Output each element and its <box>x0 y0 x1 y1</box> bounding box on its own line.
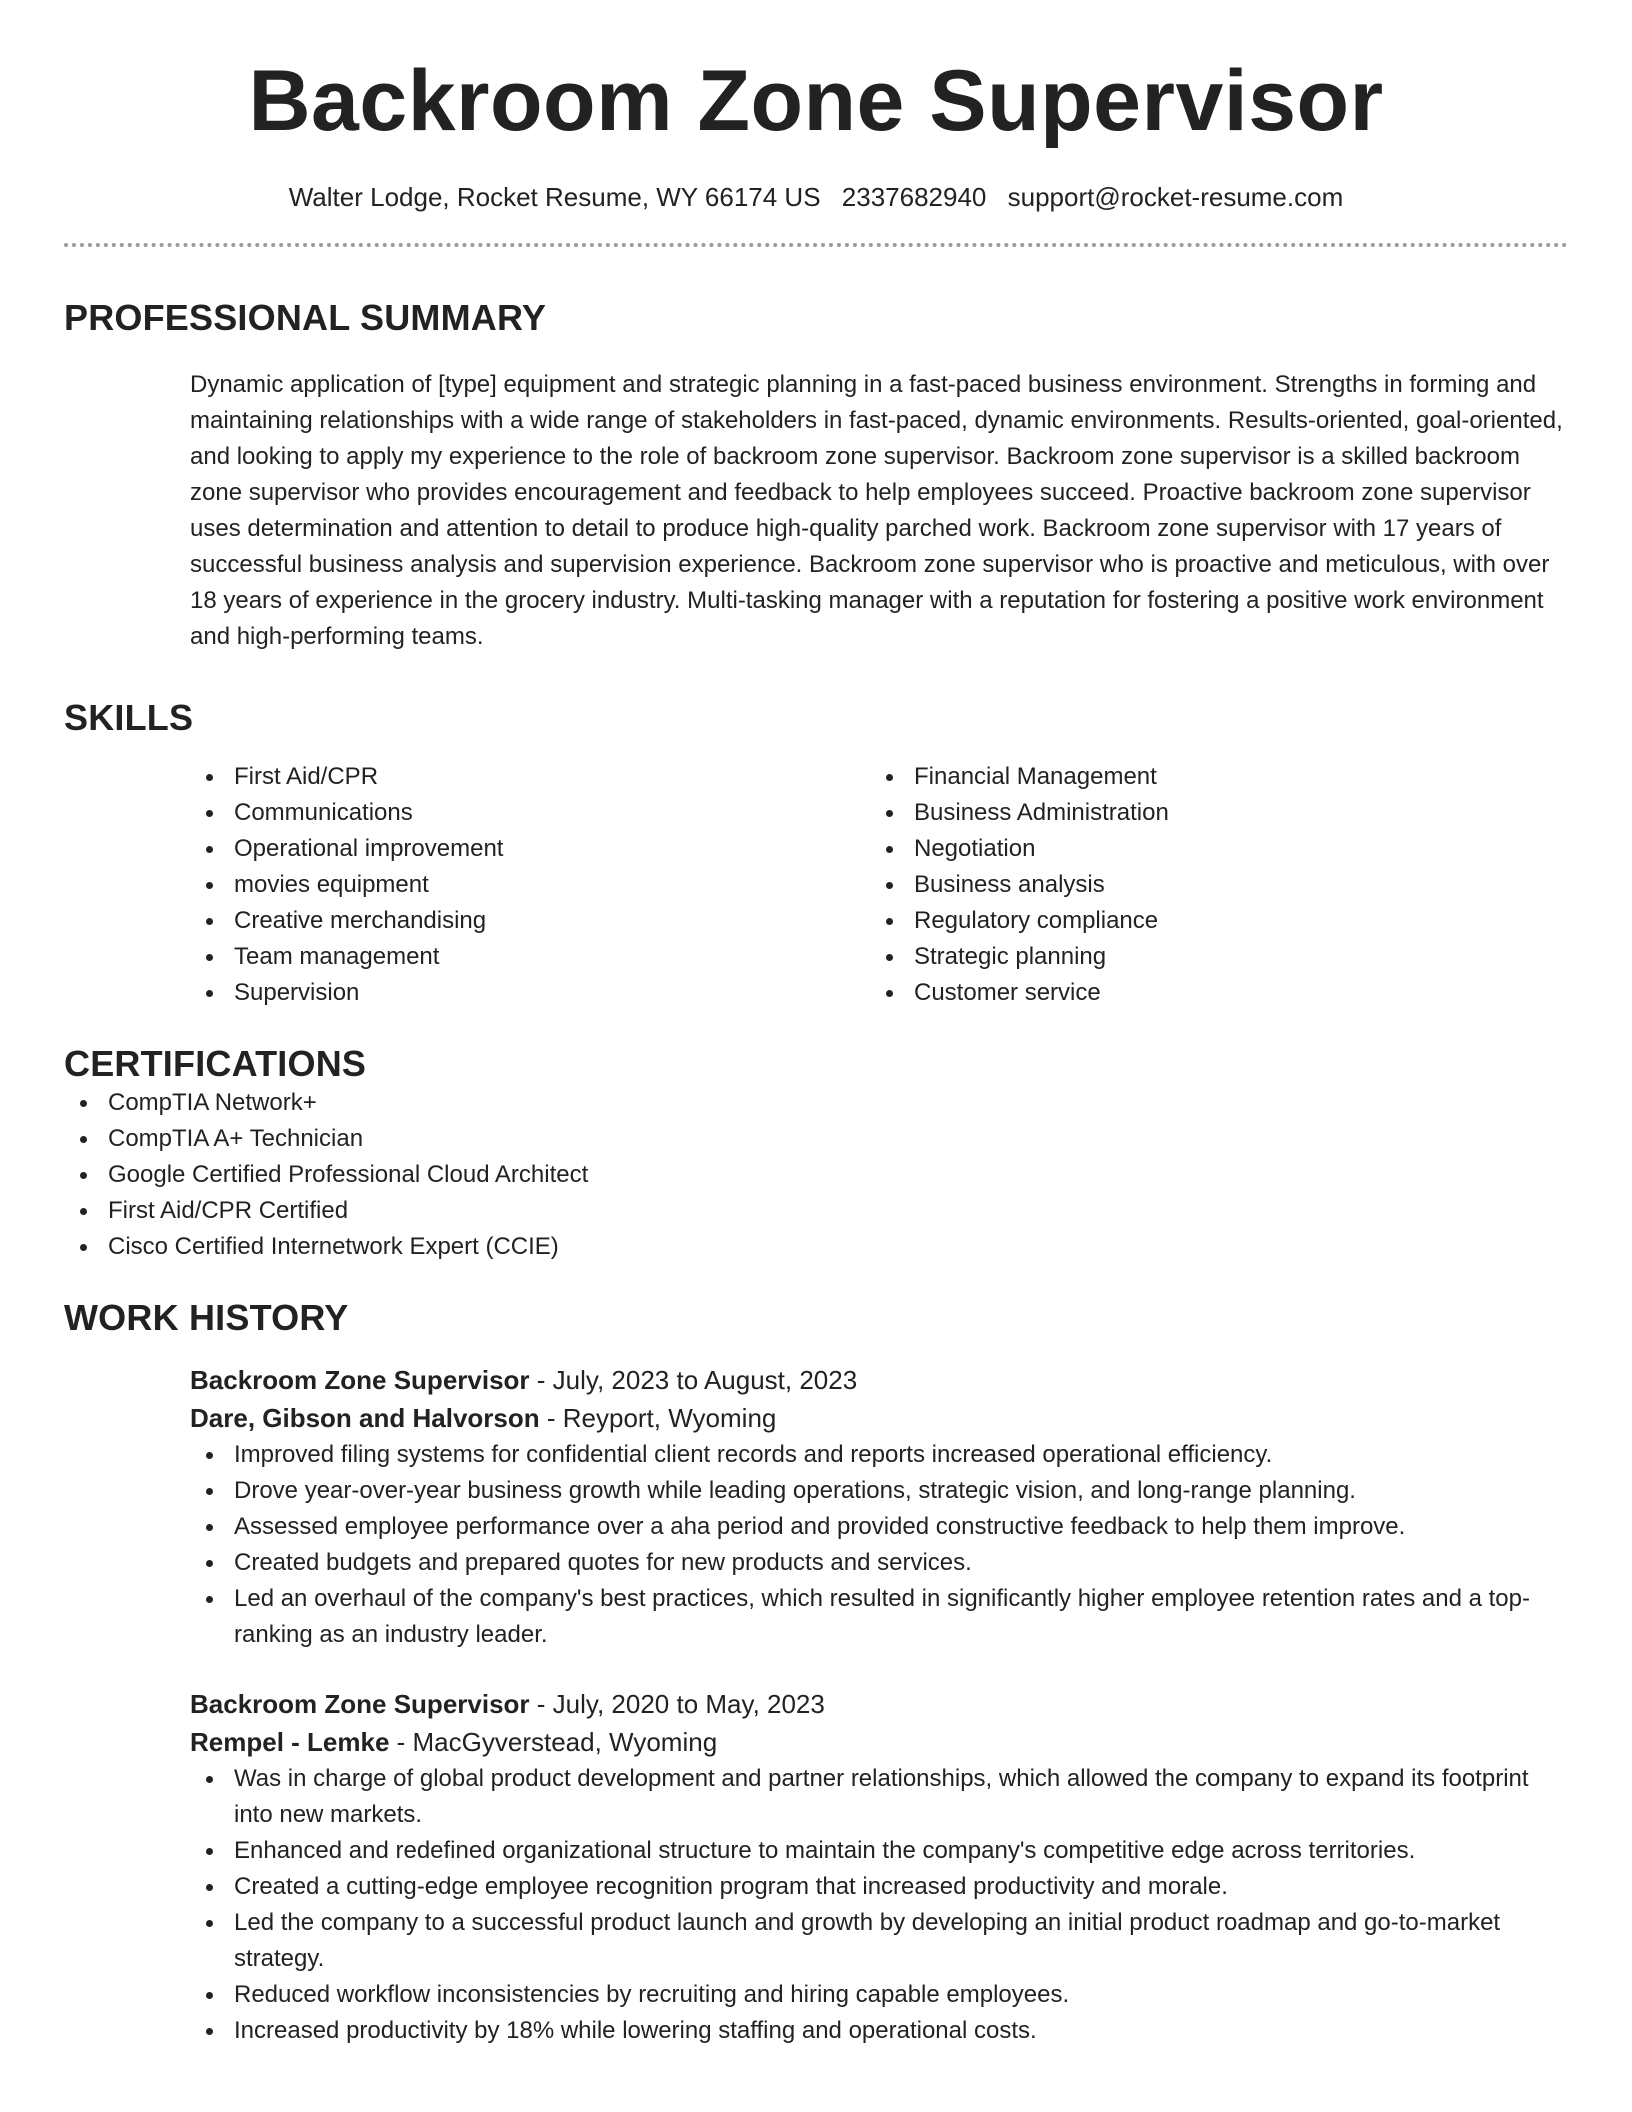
job-entry <box>190 1685 1568 2049</box>
job-bullet: Enhanced and redefined organizational structure to maintain the company's competitive edge across territories. <box>190 1833 1568 1869</box>
summary-heading: PROFESSIONAL SUMMARY <box>64 297 547 339</box>
job-bullet-list <box>190 1761 1568 2049</box>
job-location: - MacGyverstead, Wyoming <box>389 1727 718 1758</box>
job-company-line <box>190 1399 1568 1437</box>
job-company: Rempel - Lemke <box>190 1727 390 1758</box>
skill-item: First Aid/CPR <box>190 759 870 795</box>
job-bullet: Led the company to a successful product launch and growth by developing an initial product roadmap and go-to-market strategy. <box>190 1905 1568 1977</box>
skills-column-left <box>190 759 870 1011</box>
work-history-heading: WORK HISTORY <box>64 1297 349 1339</box>
certification-item: Cisco Certified Internetwork Expert (CCIE) <box>64 1229 1568 1265</box>
job-entry <box>190 1361 1568 1653</box>
job-bullet: Created a cutting-edge employee recognition program that increased productivity and morale. <box>190 1869 1568 1905</box>
skill-item: Strategic planning <box>870 939 1550 975</box>
certifications-section <box>64 1043 1568 1265</box>
skills-list-left <box>190 759 870 1011</box>
candidate-name: Backroom Zone Supervisor <box>248 53 1384 149</box>
skills-column-right <box>870 759 1550 1011</box>
contact-phone: 2337682940 <box>841 182 987 212</box>
contact-line <box>64 182 1568 213</box>
certification-item: First Aid/CPR Certified <box>64 1193 1568 1229</box>
skill-item: Business Administration <box>870 795 1550 831</box>
work-history-section <box>64 1297 1568 2049</box>
job-company: Dare, Gibson and Halvorson <box>190 1403 540 1434</box>
skill-item: Business analysis <box>870 867 1550 903</box>
contact-address: Walter Lodge, Rocket Resume, WY 66174 US <box>288 182 821 212</box>
job-dates: - July, 2020 to May, 2023 <box>529 1689 825 1720</box>
job-bullet: Reduced workflow inconsistencies by recruiting and hiring capable employees. <box>190 1977 1568 2013</box>
skill-item: Negotiation <box>870 831 1550 867</box>
job-bullet: Improved filing systems for confidential client records and reports increased operational efficiency. <box>190 1437 1568 1473</box>
job-bullet: Drove year-over-year business growth while leading operations, strategic vision, and long-range planning. <box>190 1473 1568 1509</box>
job-bullet: Led an overhaul of the company's best practices, which resulted in significantly higher employee retention rates and a top-ranking as an industry leader. <box>190 1581 1568 1653</box>
skill-item: Operational improvement <box>190 831 870 867</box>
skill-item: Creative merchandising <box>190 903 870 939</box>
certification-item: CompTIA A+ Technician <box>64 1121 1568 1157</box>
job-bullet: Created budgets and prepared quotes for new products and services. <box>190 1545 1568 1581</box>
summary-section <box>64 297 1568 655</box>
skill-item: Customer service <box>870 975 1550 1011</box>
resume-header <box>64 0 1568 213</box>
job-role: Backroom Zone Supervisor <box>190 1689 530 1720</box>
job-bullet: Increased productivity by 18% while lowering staffing and operational costs. <box>190 2013 1568 2049</box>
job-company-line <box>190 1723 1568 1761</box>
job-location: - Reyport, Wyoming <box>539 1403 777 1434</box>
certifications-list <box>64 1085 1568 1265</box>
certifications-heading: CERTIFICATIONS <box>64 1043 367 1085</box>
job-title-line <box>190 1361 1568 1399</box>
job-bullet: Assessed employee performance over a aha period and provided constructive feedback to help them improve. <box>190 1509 1568 1545</box>
job-bullet-list <box>190 1437 1568 1653</box>
skills-heading: SKILLS <box>64 697 194 739</box>
job-bullet: Was in charge of global product development and partner relationships, which allowed the company to expand its footprint into new markets. <box>190 1761 1568 1833</box>
job-dates: - July, 2023 to August, 2023 <box>529 1365 858 1396</box>
contact-email: support@rocket-resume.com <box>1007 182 1344 212</box>
skills-grid <box>190 759 1568 1011</box>
skill-item: movies equipment <box>190 867 870 903</box>
skill-item: Regulatory compliance <box>870 903 1550 939</box>
skills-section <box>64 697 1568 1011</box>
job-title-line <box>190 1685 1568 1723</box>
skill-item: Financial Management <box>870 759 1550 795</box>
certification-item: Google Certified Professional Cloud Architect <box>64 1157 1568 1193</box>
job-role: Backroom Zone Supervisor <box>190 1365 530 1396</box>
header-divider <box>64 243 1568 247</box>
skill-item: Team management <box>190 939 870 975</box>
skill-item: Communications <box>190 795 870 831</box>
summary-text: Dynamic application of [type] equipment and strategic planning in a fast-paced business environment. Strengths in forming and maintaining relationships with a wide range of stakeholders in fast-paced, dynamic environments. Results-oriented, goal-oriented, and looking to apply my experience to the role of backroom zone supervisor. Backroom zone supervisor is a skilled backroom zone supervisor who provides encouragement and feedback to help employees succeed. Proactive backroom zone supervisor uses determination and attention to detail to produce high-quality parched work. Backroom zone supervisor with 17 years of successful business analysis and supervision experience. Backroom zone supervisor who is proactive and meticulous, with over 18 years of experience in the grocery industry. Multi-tasking manager with a reputation for fostering a positive work environment and high-performing teams. <box>190 371 1563 651</box>
skills-list-right <box>870 759 1550 1011</box>
certification-item: CompTIA Network+ <box>64 1085 1568 1121</box>
skill-item: Supervision <box>190 975 870 1011</box>
